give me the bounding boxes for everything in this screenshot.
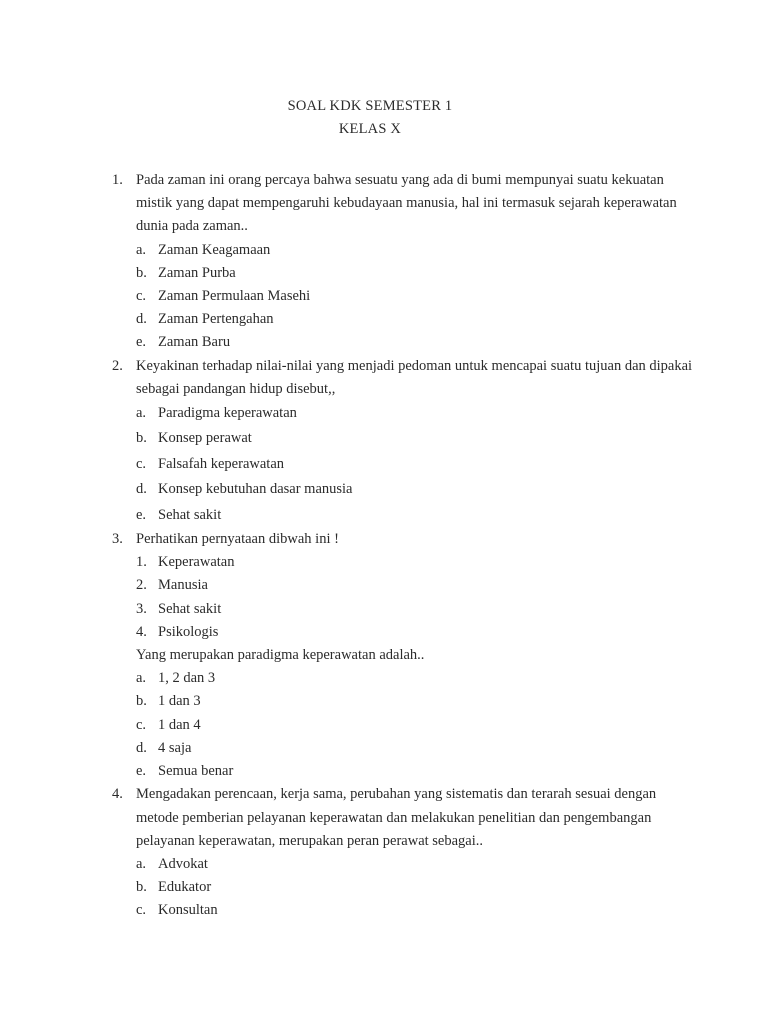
question-number: 2. bbox=[112, 357, 123, 374]
option-key: c. bbox=[136, 288, 147, 305]
option-key: a. bbox=[136, 241, 147, 258]
option-text: Edukator bbox=[158, 879, 212, 896]
statement-key: 3. bbox=[136, 600, 147, 617]
option-text: Falsafah keperawatan bbox=[158, 455, 285, 472]
option-list bbox=[136, 853, 702, 923]
statement-text: Manusia bbox=[158, 577, 208, 594]
option-item bbox=[136, 503, 702, 528]
statement-item bbox=[136, 551, 702, 574]
option-key: c. bbox=[136, 716, 147, 733]
option-item bbox=[136, 737, 702, 760]
question-stem: Yang merupakan paradigma keperawatan adalah.. bbox=[136, 647, 425, 664]
question-4 bbox=[112, 783, 702, 922]
option-text: Zaman Permulaan Masehi bbox=[158, 288, 311, 305]
option-item bbox=[136, 667, 702, 690]
option-key: b. bbox=[136, 430, 147, 447]
option-item bbox=[136, 714, 702, 737]
option-key: c. bbox=[136, 902, 147, 919]
option-text: 1, 2 dan 3 bbox=[158, 670, 216, 687]
statement-key: 2. bbox=[136, 577, 147, 594]
option-item bbox=[136, 452, 702, 477]
option-text: 4 saja bbox=[158, 739, 192, 756]
statement-key: 1. bbox=[136, 554, 147, 571]
option-text: 1 dan 4 bbox=[158, 716, 201, 733]
option-text: Semua benar bbox=[158, 763, 234, 780]
option-item bbox=[136, 876, 702, 899]
option-text: Zaman Baru bbox=[158, 334, 231, 351]
statement-item bbox=[136, 574, 702, 597]
option-text: Zaman Keagamaan bbox=[158, 241, 271, 258]
option-key: a. bbox=[136, 405, 147, 422]
option-key: b. bbox=[136, 879, 147, 896]
option-text: Konsep kebutuhan dasar manusia bbox=[158, 481, 353, 498]
statement-key: 4. bbox=[136, 623, 147, 640]
statement-list bbox=[136, 551, 702, 644]
option-list bbox=[136, 401, 702, 528]
page-subtitle: KELAS X bbox=[338, 121, 402, 137]
option-item bbox=[136, 285, 702, 308]
question-number: 3. bbox=[112, 531, 123, 548]
statement-text: Keperawatan bbox=[158, 554, 235, 571]
option-key: b. bbox=[136, 264, 147, 281]
question-number: 4. bbox=[112, 786, 123, 803]
option-key: d. bbox=[136, 311, 147, 328]
question-text: Pada zaman ini orang percaya bahwa sesuatu yang ada di bumi mempunyai suatu kekuatan mistik yang dapat mempengaruhi kebudayaan manusia, hal ini termasuk sejarah keperawatan dunia pada zaman.. bbox=[136, 172, 677, 235]
statement-text: Psikologis bbox=[158, 623, 219, 640]
option-key: e. bbox=[136, 763, 147, 780]
option-text: Konsep perawat bbox=[158, 430, 252, 447]
question-list bbox=[112, 169, 702, 923]
option-item bbox=[136, 262, 702, 285]
option-key: c. bbox=[136, 455, 147, 472]
option-text: Sehat sakit bbox=[158, 506, 222, 523]
option-list bbox=[136, 239, 702, 355]
option-text: Zaman Purba bbox=[158, 264, 236, 281]
question-3 bbox=[112, 528, 702, 783]
statement-text: Sehat sakit bbox=[158, 600, 222, 617]
option-item bbox=[136, 239, 702, 262]
option-text: Zaman Pertengahan bbox=[158, 311, 274, 328]
question-text: Keyakinan terhadap nilai-nilai yang menjadi pedoman untuk mencapai suatu tujuan dan dipakai sebagai pandangan hidup disebut,, bbox=[136, 357, 693, 397]
option-item bbox=[136, 899, 702, 922]
question-text: Mengadakan perencaan, kerja sama, perubahan yang sistematis dan terarah sesuai dengan metode pemberian pelayanan keperawatan dan melakukan penelitian dan pengembangan pelayanan keperawatan, merupakan peran perawat sebagai.. bbox=[136, 786, 657, 849]
option-text: Advokat bbox=[158, 855, 208, 872]
option-item bbox=[136, 401, 702, 426]
option-item bbox=[136, 331, 702, 354]
option-key: e. bbox=[136, 506, 147, 523]
question-text: Perhatikan pernyataan dibwah ini ! bbox=[136, 531, 339, 548]
option-key: a. bbox=[136, 855, 147, 872]
page-title: SOAL KDK SEMESTER 1 bbox=[287, 98, 453, 114]
option-key: d. bbox=[136, 739, 147, 756]
option-key: d. bbox=[136, 481, 147, 498]
option-text: Paradigma keperawatan bbox=[158, 405, 297, 422]
question-1 bbox=[112, 169, 702, 355]
option-item bbox=[136, 308, 702, 331]
option-item bbox=[136, 426, 702, 451]
option-key: e. bbox=[136, 334, 147, 351]
option-item bbox=[136, 690, 702, 713]
option-text: 1 dan 3 bbox=[158, 693, 201, 710]
option-item bbox=[136, 477, 702, 502]
option-list bbox=[136, 667, 702, 783]
statement-item bbox=[136, 621, 702, 644]
option-text: Konsultan bbox=[158, 902, 218, 919]
option-key: a. bbox=[136, 670, 147, 687]
question-2 bbox=[112, 355, 702, 528]
option-item bbox=[136, 853, 702, 876]
option-item bbox=[136, 760, 702, 783]
statement-item bbox=[136, 598, 702, 621]
option-key: b. bbox=[136, 693, 147, 710]
question-number: 1. bbox=[112, 172, 123, 188]
